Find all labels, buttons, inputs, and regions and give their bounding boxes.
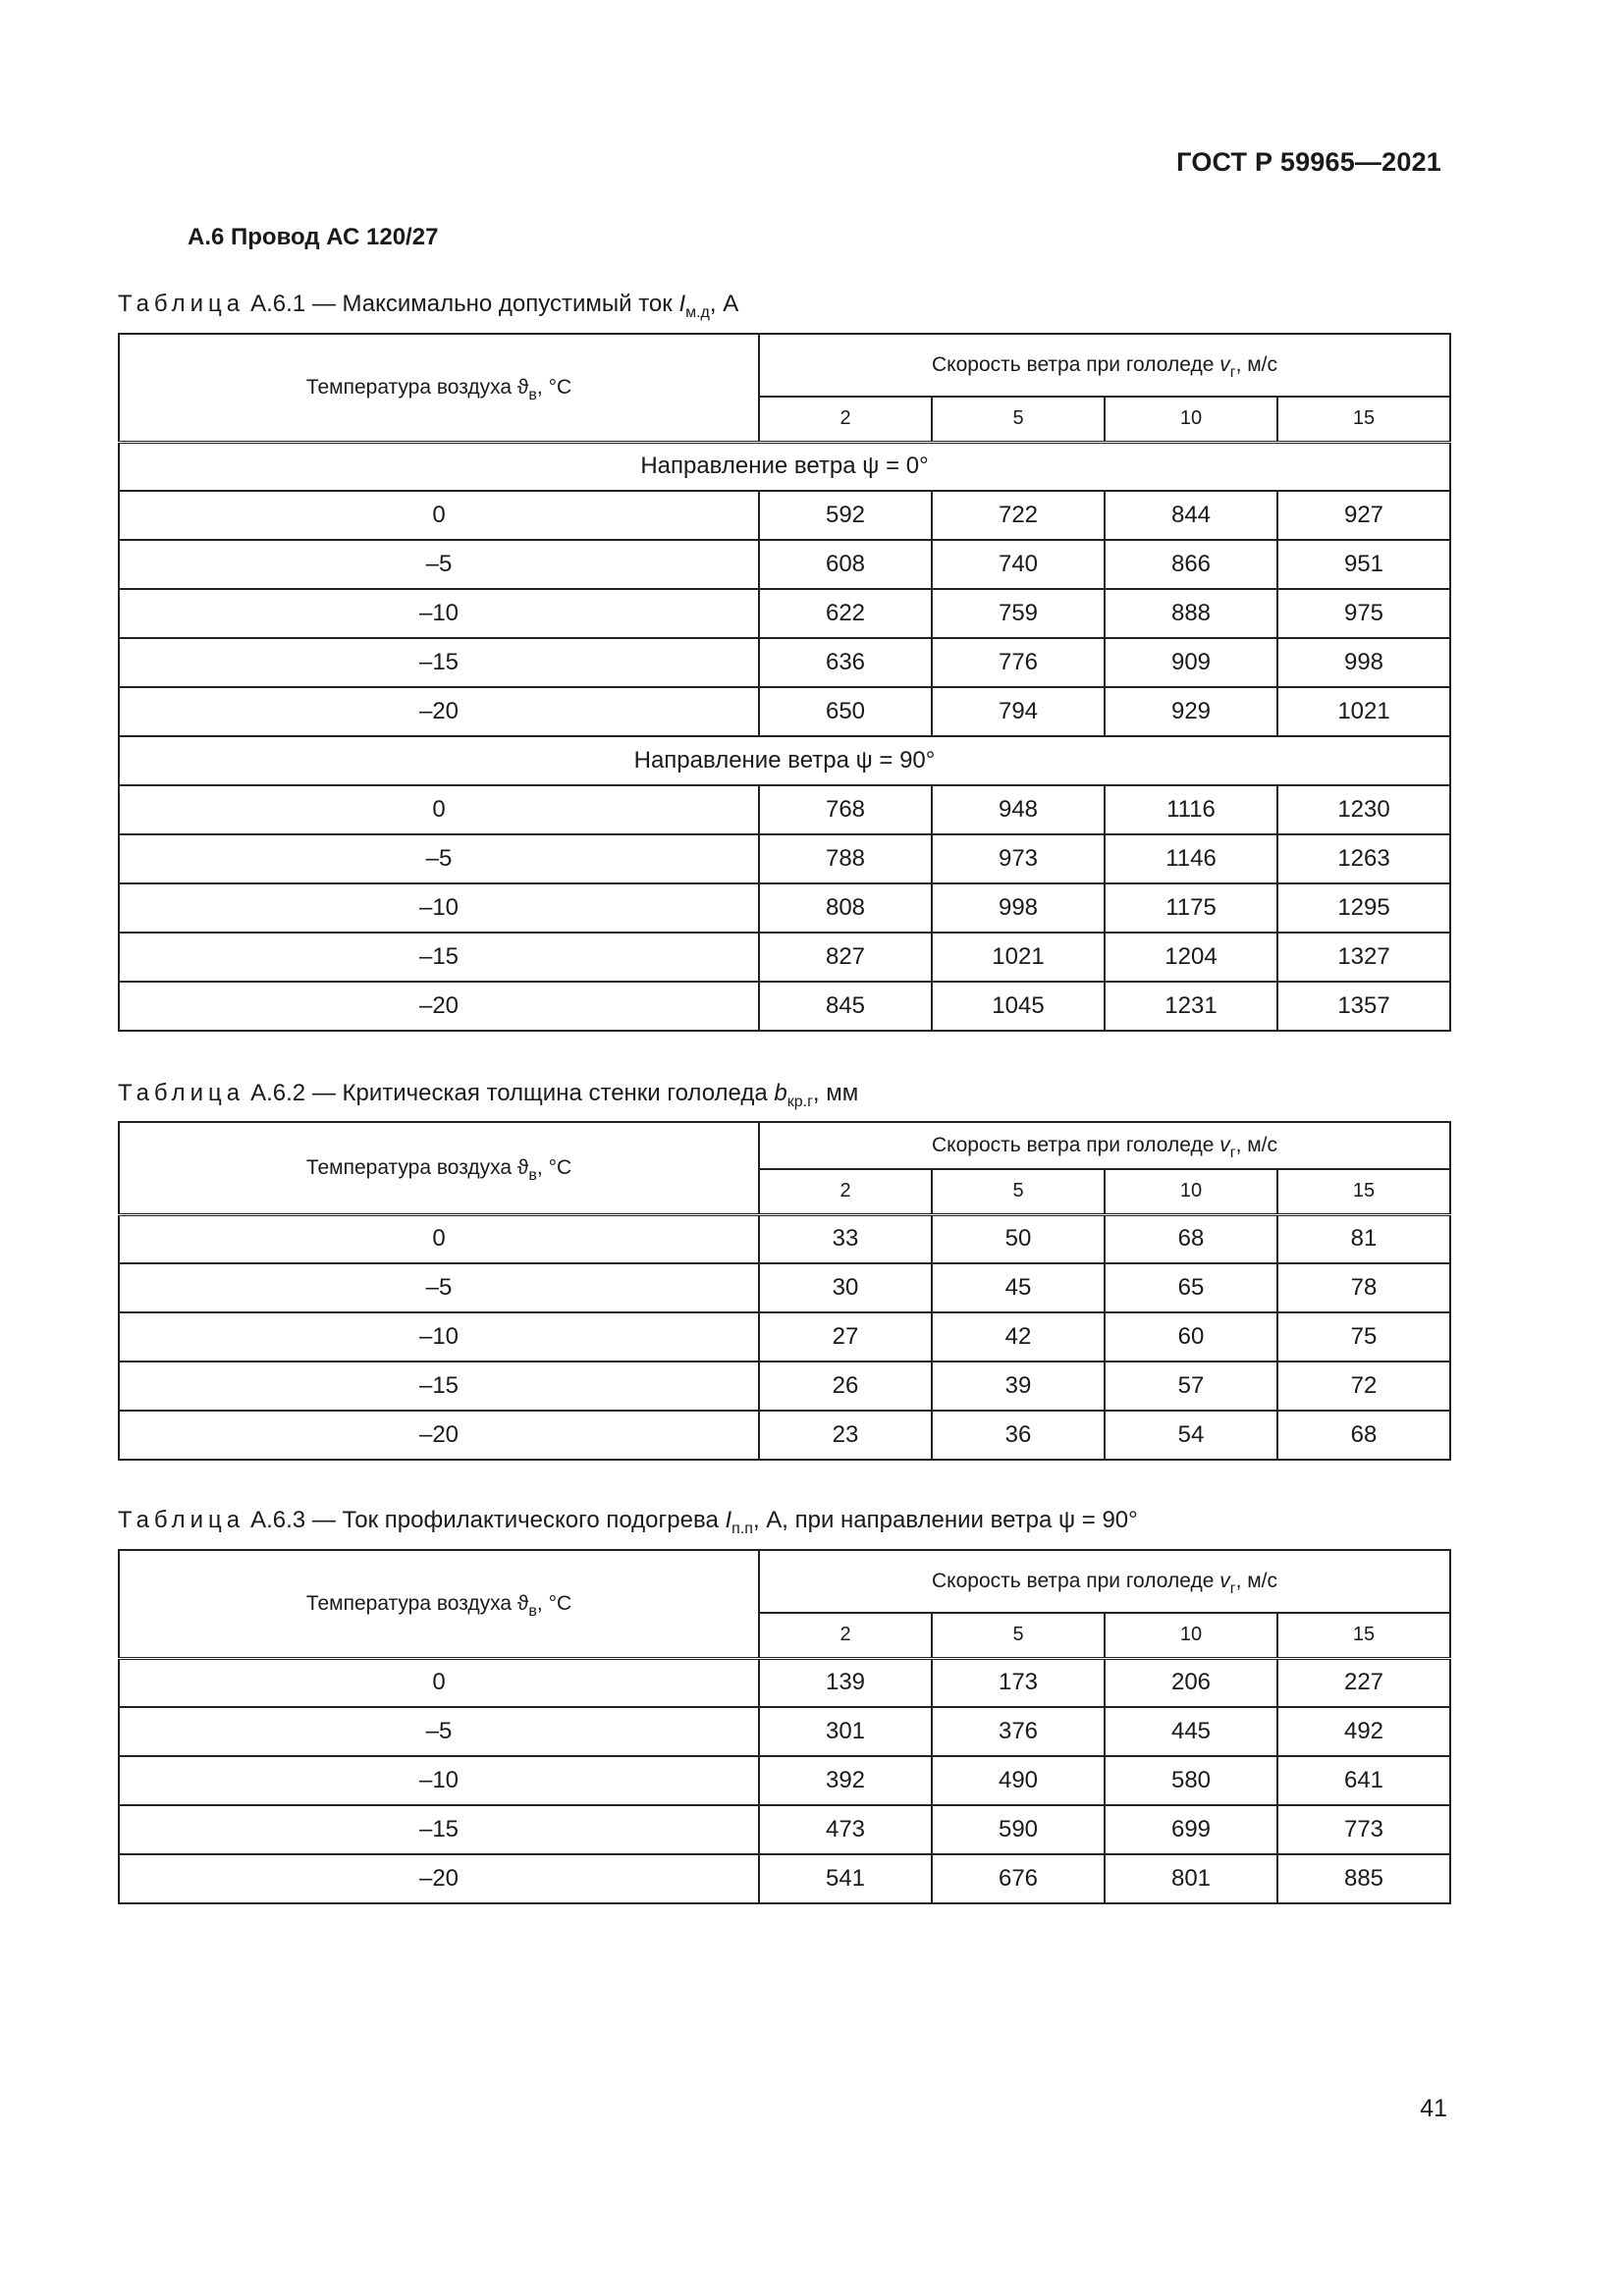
value-cell: 768 — [759, 785, 932, 834]
value-cell: 929 — [1105, 687, 1277, 736]
table-row — [119, 785, 1450, 834]
temperature-cell: –10 — [119, 589, 759, 638]
table3-caption-var: I — [725, 1507, 732, 1533]
table-row — [119, 1411, 1450, 1460]
table1-speed-head: 10 — [1105, 397, 1277, 442]
value-cell: 39 — [932, 1362, 1105, 1411]
table1-caption-pre: А.6.1 — Максимально допустимый ток — [250, 291, 679, 317]
value-cell: 173 — [932, 1658, 1105, 1707]
table1-caption-post: , А — [709, 291, 739, 317]
temperature-cell: –10 — [119, 883, 759, 933]
value-cell: 30 — [759, 1263, 932, 1312]
temperature-cell: –15 — [119, 1362, 759, 1411]
temperature-cell: –20 — [119, 687, 759, 736]
value-cell: 54 — [1105, 1411, 1277, 1460]
value-cell: 951 — [1277, 540, 1450, 589]
value-cell: 641 — [1277, 1756, 1450, 1805]
value-cell: 773 — [1277, 1805, 1450, 1854]
table2-caption-var: b — [774, 1080, 787, 1106]
value-cell: 885 — [1277, 1854, 1450, 1903]
temperature-cell: 0 — [119, 491, 759, 540]
table2-caption-sub: кр.г — [786, 1094, 813, 1110]
value-cell: 927 — [1277, 491, 1450, 540]
table-row — [119, 1658, 1450, 1707]
value-cell: 580 — [1105, 1756, 1277, 1805]
value-cell: 998 — [1277, 638, 1450, 687]
value-cell: 1357 — [1277, 982, 1450, 1031]
temperature-cell: –15 — [119, 1805, 759, 1854]
value-cell: 676 — [932, 1854, 1105, 1903]
value-cell: 1295 — [1277, 883, 1450, 933]
temperature-cell: –20 — [119, 982, 759, 1031]
table2-speed-head: 2 — [759, 1169, 932, 1214]
table2-speed-head: 10 — [1105, 1169, 1277, 1214]
value-cell: 26 — [759, 1362, 932, 1411]
value-cell: 650 — [759, 687, 932, 736]
value-cell: 622 — [759, 589, 932, 638]
value-cell: 636 — [759, 638, 932, 687]
value-cell: 844 — [1105, 491, 1277, 540]
table2-stub-head: Температура воздуха $ϑ_в$, °С — [119, 1122, 759, 1214]
table3-speed-head: 2 — [759, 1613, 932, 1658]
temperature-cell: 0 — [119, 1658, 759, 1707]
table3-group-head: Скорость ветра при гололеде $v_г$, м/с — [759, 1550, 1450, 1613]
value-cell: 68 — [1277, 1411, 1450, 1460]
value-cell: 590 — [932, 1805, 1105, 1854]
value-cell: 1146 — [1105, 834, 1277, 883]
table2-caption-label: Таблица — [118, 1080, 245, 1106]
value-cell: 699 — [1105, 1805, 1277, 1854]
table-row — [119, 1854, 1450, 1903]
table-row — [119, 933, 1450, 982]
value-cell: 81 — [1277, 1214, 1450, 1263]
page-number: 41 — [1420, 2095, 1447, 2122]
value-cell: 42 — [932, 1312, 1105, 1362]
value-cell: 794 — [932, 687, 1105, 736]
value-cell: 1021 — [932, 933, 1105, 982]
table2-caption-post: , мм — [812, 1080, 859, 1106]
table-row — [119, 638, 1450, 687]
table1-speed-head: 15 — [1277, 397, 1450, 442]
table2 — [118, 1121, 1451, 1461]
value-cell: 722 — [932, 491, 1105, 540]
value-cell: 1327 — [1277, 933, 1450, 982]
value-cell: 206 — [1105, 1658, 1277, 1707]
value-cell: 50 — [932, 1214, 1105, 1263]
value-cell: 68 — [1105, 1214, 1277, 1263]
table-row — [119, 1362, 1450, 1411]
document-id: ГОСТ Р 59965—2021 — [1176, 147, 1441, 177]
table-row — [119, 834, 1450, 883]
table3-caption-post: , А, при направлении ветра ψ = 90° — [752, 1507, 1138, 1533]
value-cell: 801 — [1105, 1854, 1277, 1903]
table1-caption-var: I — [678, 291, 686, 317]
value-cell: 301 — [759, 1707, 932, 1756]
table-row — [119, 491, 1450, 540]
temperature-cell: –10 — [119, 1312, 759, 1362]
value-cell: 1021 — [1277, 687, 1450, 736]
table3-speed-head: 15 — [1277, 1613, 1450, 1658]
temperature-cell: –10 — [119, 1756, 759, 1805]
table1-caption — [118, 291, 739, 321]
value-cell: 973 — [932, 834, 1105, 883]
temperature-cell: –5 — [119, 1707, 759, 1756]
value-cell: 72 — [1277, 1362, 1450, 1411]
table-row — [119, 1214, 1450, 1263]
value-cell: 1263 — [1277, 834, 1450, 883]
table-row — [119, 883, 1450, 933]
temperature-cell: –5 — [119, 1263, 759, 1312]
temperature-cell: –5 — [119, 834, 759, 883]
value-cell: 376 — [932, 1707, 1105, 1756]
value-cell: 1230 — [1277, 785, 1450, 834]
table1 — [118, 333, 1451, 1032]
value-cell: 45 — [932, 1263, 1105, 1312]
table2-speed-head: 5 — [932, 1169, 1105, 1214]
table3-stub-head: Температура воздуха $ϑ_в$, °С — [119, 1550, 759, 1658]
value-cell: 78 — [1277, 1263, 1450, 1312]
table-row — [119, 1707, 1450, 1756]
value-cell: 36 — [932, 1411, 1105, 1460]
value-cell: 492 — [1277, 1707, 1450, 1756]
section-title: А.6 Провод АС 120/27 — [188, 224, 439, 250]
value-cell: 75 — [1277, 1312, 1450, 1362]
temperature-cell: –20 — [119, 1854, 759, 1903]
table1-speed-head: 2 — [759, 397, 932, 442]
table3-speed-head: 10 — [1105, 1613, 1277, 1658]
table2-caption-pre: А.6.2 — Критическая толщина стенки гололеда — [250, 1080, 775, 1106]
table2-speed-head: 15 — [1277, 1169, 1450, 1214]
value-cell: 541 — [759, 1854, 932, 1903]
table1-speed-head: 5 — [932, 397, 1105, 442]
value-cell: 888 — [1105, 589, 1277, 638]
value-cell: 866 — [1105, 540, 1277, 589]
temperature-cell: –5 — [119, 540, 759, 589]
section-title-cell: Направление ветра ψ = 0° — [119, 442, 1450, 491]
table3-caption-sub: п.п — [731, 1521, 753, 1537]
value-cell: 227 — [1277, 1658, 1450, 1707]
value-cell: 1116 — [1105, 785, 1277, 834]
table-row — [119, 1756, 1450, 1805]
table1-caption-label: Таблица — [118, 291, 245, 317]
value-cell: 759 — [932, 589, 1105, 638]
value-cell: 827 — [759, 933, 932, 982]
table2-caption — [118, 1080, 859, 1110]
table3 — [118, 1549, 1451, 1904]
table-row — [119, 1805, 1450, 1854]
value-cell: 33 — [759, 1214, 932, 1263]
table-row — [119, 982, 1450, 1031]
table1-stub-head: Температура воздуха $ϑ_в$, °С — [119, 334, 759, 442]
value-cell: 740 — [932, 540, 1105, 589]
table1-caption-sub: м.д — [685, 304, 710, 321]
table-row — [119, 687, 1450, 736]
value-cell: 845 — [759, 982, 932, 1031]
value-cell: 948 — [932, 785, 1105, 834]
value-cell: 998 — [932, 883, 1105, 933]
temperature-cell: 0 — [119, 1214, 759, 1263]
table-row — [119, 1263, 1450, 1312]
value-cell: 1231 — [1105, 982, 1277, 1031]
temperature-cell: –20 — [119, 1411, 759, 1460]
value-cell: 473 — [759, 1805, 932, 1854]
value-cell: 65 — [1105, 1263, 1277, 1312]
value-cell: 60 — [1105, 1312, 1277, 1362]
value-cell: 1045 — [932, 982, 1105, 1031]
section-row — [119, 736, 1450, 785]
temperature-cell: –15 — [119, 638, 759, 687]
value-cell: 608 — [759, 540, 932, 589]
table-row — [119, 1312, 1450, 1362]
value-cell: 592 — [759, 491, 932, 540]
table-row — [119, 540, 1450, 589]
table-row — [119, 589, 1450, 638]
value-cell: 788 — [759, 834, 932, 883]
value-cell: 392 — [759, 1756, 932, 1805]
value-cell: 1175 — [1105, 883, 1277, 933]
table3-speed-head: 5 — [932, 1613, 1105, 1658]
value-cell: 23 — [759, 1411, 932, 1460]
value-cell: 57 — [1105, 1362, 1277, 1411]
value-cell: 139 — [759, 1658, 932, 1707]
value-cell: 776 — [932, 638, 1105, 687]
value-cell: 1204 — [1105, 933, 1277, 982]
value-cell: 27 — [759, 1312, 932, 1362]
temperature-cell: 0 — [119, 785, 759, 834]
table3-caption-label: Таблица — [118, 1507, 245, 1533]
value-cell: 975 — [1277, 589, 1450, 638]
section-row — [119, 442, 1450, 491]
table3-caption — [118, 1507, 1138, 1537]
table3-caption-pre: А.6.3 — Ток профилактического подогрева — [250, 1507, 726, 1533]
temperature-cell: –15 — [119, 933, 759, 982]
table2-group-head: Скорость ветра при гололеде $v_г$, м/с — [759, 1122, 1450, 1169]
value-cell: 808 — [759, 883, 932, 933]
value-cell: 909 — [1105, 638, 1277, 687]
value-cell: 445 — [1105, 1707, 1277, 1756]
table1-group-head: Скорость ветра при гололеде $v_г$, м/с — [759, 334, 1450, 397]
value-cell: 490 — [932, 1756, 1105, 1805]
section-title-cell: Направление ветра ψ = 90° — [119, 736, 1450, 785]
